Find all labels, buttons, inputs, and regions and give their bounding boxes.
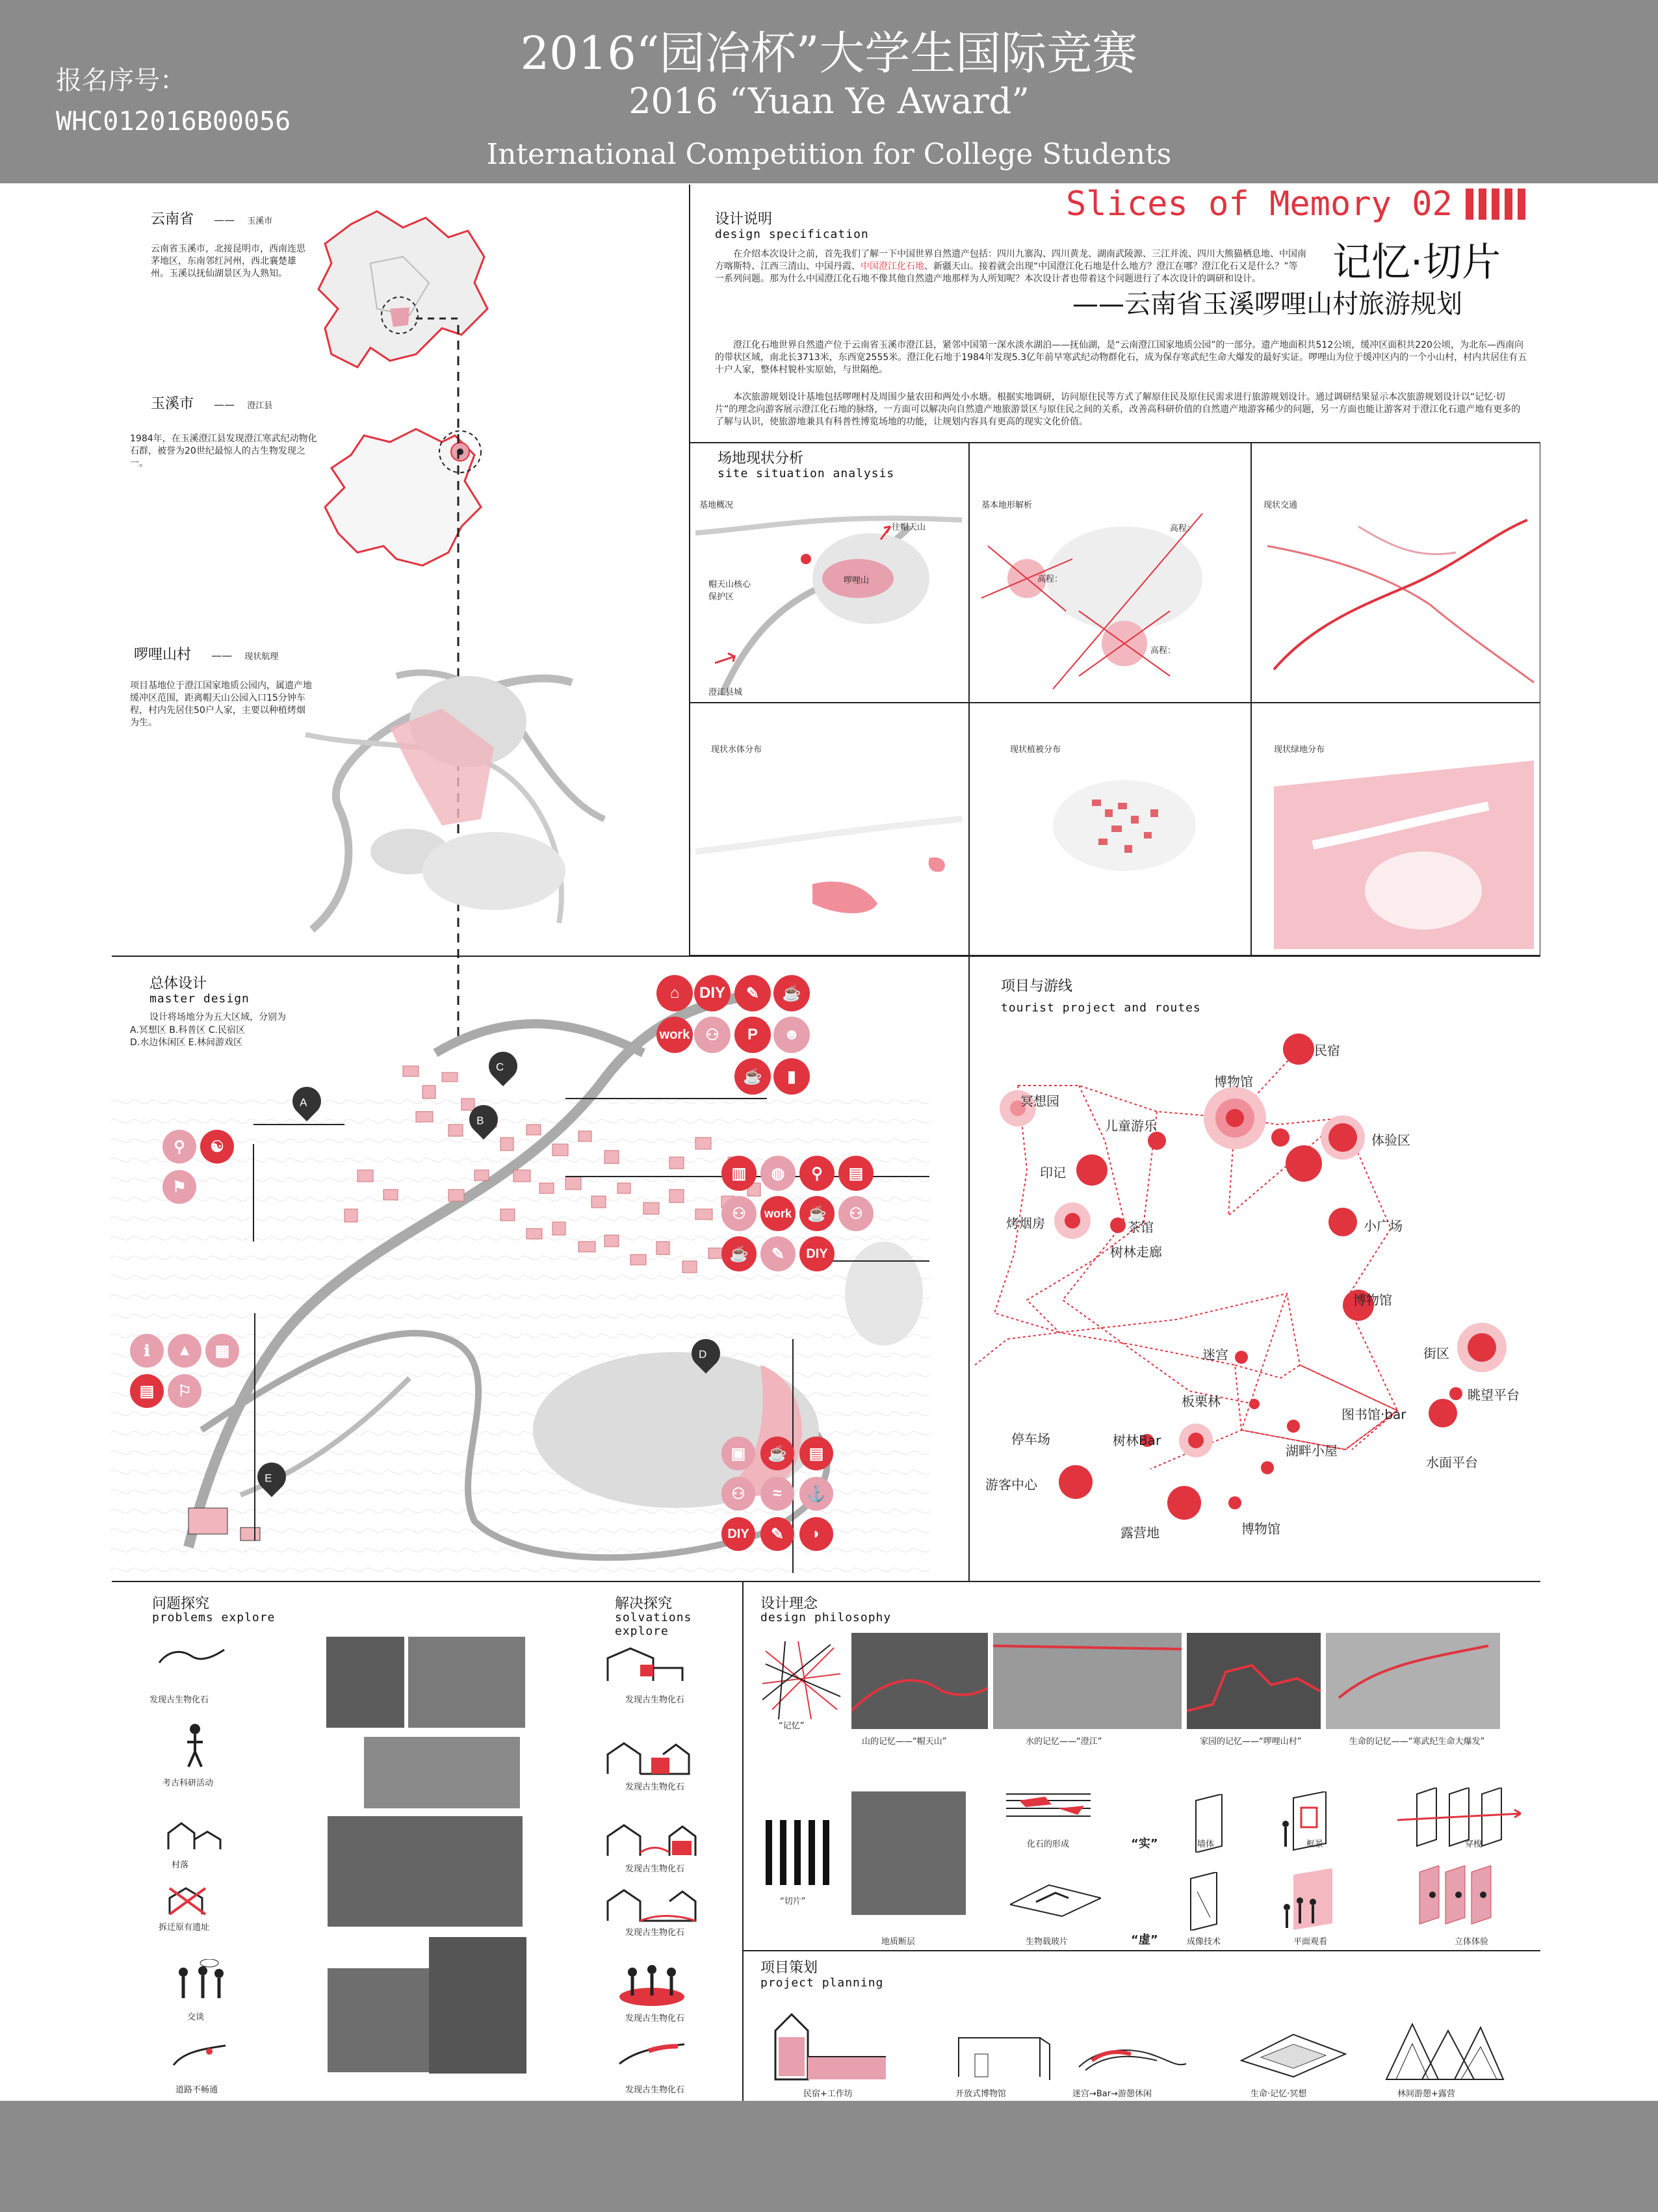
mountain-icon: ▲ <box>168 1334 201 1368</box>
life-memory-sketch <box>1235 2022 1352 2080</box>
info-icon: ℹ <box>130 1334 164 1368</box>
node-label-museum-3: 博物馆 <box>1241 1521 1280 1537</box>
coffee-icon-2: ☕ <box>721 1236 757 1271</box>
forest-camping-sketch <box>1383 2018 1507 2083</box>
phil-caption-stereo: 立体体验 <box>1455 1937 1489 1947</box>
village-memory-photo <box>1187 1633 1321 1729</box>
drink-icon: ▮ <box>773 1058 810 1095</box>
solution-caption-1: 发现古生物化石 <box>625 1695 685 1705</box>
void-label: “虚” <box>1131 1933 1158 1947</box>
yunnan-heading: 云南省 —— 玉溪市 <box>151 211 273 228</box>
design-spec-paragraph-2: 澄江化石地世界自然遗产位于云南省玉溪市澄江县，紧邻中国第一深水淡水湖泊——抚仙湖，是“云南澄江国家地质公园”的一部分。遗产地面积共512公顷，缓冲区面积共220公顷，为北东—西南向的带状区域，南北长3713米，东西宽2555米。澄江化石地于1984年发现5.3亿年前早寒武纪动物群化石，成为保存寒武纪生命大爆发的最好实证。啰哩山为位于缓冲区内的一个小山村，村内共居住有五十户人家，整体村貌朴实原始，与世隔绝。 <box>715 340 1527 375</box>
zone-marker-a[interactable]: A <box>287 1081 327 1121</box>
tools-icon: ✎ <box>734 975 771 1011</box>
routes-title: 项目与游线 <box>1001 978 1073 995</box>
node-label-lookout: 眺望平台 <box>1468 1387 1520 1403</box>
site-title: 场地现状分析 <box>718 450 804 467</box>
stereo-sketch <box>1406 1866 1510 1931</box>
bed-icon: ⌂ <box>656 975 693 1011</box>
art-icon: ✎ <box>760 1236 796 1271</box>
swim-icon: ≈ <box>760 1477 794 1511</box>
yuxi-subtitle: 澄江县 <box>247 401 273 411</box>
solutions-title: 解决探究 <box>615 1596 673 1612</box>
solution-sketch-5 <box>616 1958 688 2010</box>
solution-sketch-4 <box>604 1885 702 1924</box>
node-label-playground: 儿童游乐 <box>1105 1118 1157 1134</box>
phil-caption-slide: 生物载玻片 <box>1026 1937 1069 1947</box>
maze-bar-sketch <box>1072 2028 1189 2080</box>
problems-title-en: problems explore <box>152 1611 276 1624</box>
planning-caption-1: 民宿+工作坊 <box>803 2089 853 2099</box>
house-photo-2 <box>429 1937 526 2074</box>
sandals-icon: ◗ <box>799 1517 833 1551</box>
planning-title: 项目策划 <box>760 1960 818 1976</box>
memory-diagram <box>759 1638 844 1723</box>
solution-sketch-2 <box>604 1738 695 1777</box>
road-sketch <box>170 2042 229 2068</box>
zone-marker-e[interactable]: E <box>252 1457 292 1497</box>
luoli-title: 啰哩山村 <box>134 647 192 663</box>
hiking-icon: ⚐ <box>168 1374 201 1408</box>
teapot-icon: ☕ <box>773 975 810 1011</box>
yuxi-title: 玉溪市 <box>151 396 194 412</box>
competition-title-en: 2016 “Yuan Ye Award” <box>628 81 1030 122</box>
book-icon-2: ▤ <box>799 1437 833 1470</box>
cn-main-title: 记忆·切片 <box>1332 240 1501 285</box>
node-homestay[interactable] <box>1283 1034 1314 1065</box>
diy-icon-2: DIY <box>799 1236 835 1271</box>
fishing-icon: ⚓ <box>799 1477 833 1511</box>
terrain-map <box>975 507 1245 696</box>
conversation-sketch <box>170 1959 229 2005</box>
family-icon: ⚇ <box>721 1196 757 1231</box>
luoli-subtitle: 现状航理 <box>244 652 279 662</box>
problem-caption-6: 道路不畅通 <box>175 2085 218 2095</box>
problems-title: 问题探究 <box>152 1596 210 1612</box>
geology-photo <box>851 1791 966 1915</box>
fossil-photo-2 <box>408 1637 525 1728</box>
master-zones: A.冥想区 B.科普区 C.民宿区 D.水边休闲区 E.林间游戏区 <box>130 1025 245 1048</box>
people-icon-2: ⚇ <box>838 1196 874 1231</box>
solution-caption-6: 发现古生物化石 <box>625 2085 685 2095</box>
node-label-museum-2: 博物馆 <box>1353 1292 1392 1308</box>
phil-caption-wall: 墙体 <box>1197 1840 1215 1849</box>
elevation-label-1: 高程： <box>1170 524 1196 534</box>
phil-caption-life: 生命的记忆——“寒武纪生命大爆发” <box>1349 1737 1485 1747</box>
vr-icon: ◍ <box>760 1156 796 1191</box>
node-label-parking: 停车场 <box>1011 1431 1050 1447</box>
zone-marker-d[interactable]: D <box>686 1333 726 1373</box>
museum-icon: ▥ <box>721 1156 757 1191</box>
philosophy-title: 设计理念 <box>760 1596 818 1612</box>
problem-caption-2: 考古科研活动 <box>162 1778 214 1788</box>
node-label-teahouse: 茶馆 <box>1128 1219 1154 1235</box>
planning-caption-5: 林间游憩+露营 <box>1397 2089 1455 2099</box>
solution-caption-4: 发现古生物化石 <box>625 1928 685 1938</box>
yunnan-subtitle: 玉溪市 <box>247 216 273 226</box>
panel-label-5: 现状植被分布 <box>1010 745 1061 755</box>
meditate-icon: ☯ <box>200 1130 234 1164</box>
planning-caption-2: 开放式博物馆 <box>955 2089 1007 2099</box>
design-spec-highlight: 中国澄江化石地 <box>861 261 924 272</box>
phil-caption-plane: 平面观看 <box>1293 1937 1328 1947</box>
magnifier-icon: ⚲ <box>799 1156 835 1191</box>
solution-caption-5: 发现古生物化石 <box>625 2014 685 2023</box>
footer-bar <box>0 2101 1658 2212</box>
homestay-workshop-sketch <box>772 2011 889 2083</box>
greenland-map <box>1274 761 1534 949</box>
tools-icon-2: ✎ <box>760 1517 794 1551</box>
divider-horizontal-bottom <box>112 1581 1540 1582</box>
person-sketch <box>182 1723 208 1768</box>
slices-title: Slices of Memory 02 <box>1066 185 1453 224</box>
node-label-experience: 体验区 <box>1371 1132 1410 1148</box>
village-photo <box>328 1816 523 1927</box>
node-label-camping: 露营地 <box>1120 1525 1159 1541</box>
lake-photo <box>993 1633 1182 1729</box>
phil-caption-home: 家园的记忆——“啰哩山村” <box>1200 1737 1302 1747</box>
panel-label-6: 现状绿地分布 <box>1274 745 1325 755</box>
design-spec-title-en: design specification <box>715 228 869 241</box>
village-sketch <box>165 1820 224 1853</box>
node-label-imprint: 印记 <box>1040 1165 1066 1180</box>
walk-icon: ⚲ <box>162 1130 196 1164</box>
solution-sketch-3 <box>604 1820 702 1859</box>
phil-caption-imaging: 成像技术 <box>1187 1937 1221 1947</box>
registration-number: WHC012016B00056 <box>56 107 291 137</box>
label-core-zone: 帽天山核心保护区 <box>708 580 751 602</box>
luoli-village-map <box>299 650 617 949</box>
book-icon: ▤ <box>838 1156 874 1191</box>
work-icon-2: work <box>760 1196 796 1231</box>
planning-caption-3: 迷宫→Bar→游憩休闲 <box>1072 2089 1152 2099</box>
traffic-map <box>1261 507 1537 696</box>
shuttle-sketch <box>1397 1788 1521 1853</box>
demolition-sketch <box>166 1885 212 1918</box>
node-label-forest-bar: 树林Bar <box>1113 1433 1161 1448</box>
node-label-chestnut: 板栗林 <box>1182 1394 1221 1409</box>
divider-vertical-bottom <box>742 1582 744 2101</box>
solid-label: “实” <box>1131 1837 1158 1851</box>
diy-icon: DIY <box>694 975 731 1011</box>
site-title-en: site situation analysis <box>718 467 895 480</box>
solutions-title-en: solvations explore <box>615 1611 692 1638</box>
node-label-maze: 迷宫 <box>1202 1347 1228 1362</box>
exercise-icon: ⚑ <box>162 1170 196 1204</box>
divider-planning <box>742 1950 1540 1951</box>
node-label-museum-1: 博物馆 <box>1214 1074 1253 1089</box>
work-icon: work <box>656 1017 693 1053</box>
diy-icon-3: DIY <box>721 1517 755 1551</box>
cn-sub-title: ——云南省玉溪啰哩山村旅游规划 <box>1072 289 1462 319</box>
panel-label-4: 现状水体分布 <box>711 745 762 755</box>
node-label-block: 街区 <box>1423 1346 1449 1361</box>
panel-label-2: 基本地形解析 <box>981 501 1033 510</box>
open-museum-sketch <box>955 2028 1053 2080</box>
problem-caption-5: 交谈 <box>187 2012 205 2022</box>
coffee-icon: ☕ <box>734 1058 771 1095</box>
elevation-label-3: 高程： <box>1150 646 1176 656</box>
planning-caption-4: 生命·记忆·冥想 <box>1250 2089 1307 2099</box>
node-label-plaza: 小广场 <box>1364 1218 1403 1234</box>
building-icon: ▦ <box>205 1334 239 1368</box>
vegetation-map <box>975 754 1245 949</box>
node-label-tobacco: 烤烟房 <box>1006 1216 1045 1231</box>
memory-label: “记忆” <box>779 1721 805 1731</box>
label-to-maotian: 往帽天山 <box>892 523 926 532</box>
couple-icon: ⚇ <box>721 1477 755 1511</box>
routes-title-en: tourist project and routes <box>1001 1001 1201 1015</box>
philosophy-title-en: design philosophy <box>760 1611 892 1624</box>
slice-diagram <box>766 1820 831 1885</box>
map-icon: ▤ <box>130 1374 164 1408</box>
archaeology-photo <box>364 1737 520 1808</box>
label-chengjiang: 澄江县城 <box>708 688 743 697</box>
divider-vertical-middle <box>968 956 970 1581</box>
node-label-library: 图书馆·bar <box>1341 1407 1406 1422</box>
parking-icon: P <box>734 1017 771 1053</box>
phil-caption-water: 水的记忆——“澄江” <box>1026 1737 1102 1747</box>
fossil-sketch <box>156 1643 227 1669</box>
slice-label: “切片” <box>780 1897 806 1906</box>
luoli-heading: 啰哩山村 —— 现状航理 <box>134 647 279 663</box>
solution-sketch-6 <box>616 2041 688 2067</box>
elevation-label-2: 高程： <box>1037 575 1063 584</box>
design-spec-paragraph-1: 在介绍本次设计之前，首先我们了解一下中国世界自然遗产包括：四川九寨沟、四川黄龙、湖南武陵源、三江并流、四川大熊猫栖息地、中国南方喀斯特、江西三清山、中国丹霞、中国澄江化石地、新疆天山。接着就会出现“中国澄江化石地是什么地方？澄江在哪？澄江化石又是什么？”等一系列问题。那为什么中国澄江化石地不像其他自然遗产地那样为人所知呢？本次设计者也带着这个问题进行了本次设计的调研和设计。 <box>715 249 1306 284</box>
competition-subtitle: International Competition for College Students <box>486 138 1172 171</box>
label-luoli: 啰哩山 <box>844 576 870 586</box>
fossil-memory-photo <box>1326 1633 1500 1729</box>
garden-icon: ▣ <box>721 1437 755 1470</box>
node-label-water-platform: 水面平台 <box>1426 1455 1478 1470</box>
node-label-forest-corridor: 树林走廊 <box>1110 1244 1162 1260</box>
competition-title-cn: 2016“园冶杯”大学生国际竞赛 <box>520 27 1138 80</box>
design-spec-title: 设计说明 <box>715 211 773 228</box>
fossil-formation-sketch <box>1006 1788 1091 1820</box>
yuxi-heading: 玉溪市 —— 澄江县 <box>151 396 273 412</box>
solution-caption-3: 发现古生物化石 <box>625 1864 685 1874</box>
zone-marker-b[interactable]: B <box>463 1099 504 1139</box>
yuxi-map <box>318 416 500 579</box>
yunnan-title: 云南省 <box>151 211 194 228</box>
phil-caption-mountain: 山的记忆——“帽天山” <box>862 1737 947 1747</box>
planning-title-en: project planning <box>760 1976 884 1990</box>
fossil-photo-1 <box>326 1637 404 1728</box>
zone-marker-c[interactable]: C <box>483 1046 523 1086</box>
panel-label-1: 基地概况 <box>699 501 734 510</box>
phil-caption-formation: 化石的形成 <box>1027 1840 1070 1849</box>
problem-caption-3: 村落 <box>172 1860 189 1870</box>
yuxi-highlight <box>390 307 409 327</box>
teapot-icon-2: ☕ <box>799 1196 835 1231</box>
mountain-photo <box>851 1633 988 1729</box>
node-label-homestay: 民宿 <box>1314 1043 1340 1058</box>
panel-label-3: 现状交通 <box>1263 501 1298 510</box>
yunnan-map <box>312 205 500 380</box>
master-title: 总体设计 <box>149 976 207 992</box>
problem-caption-1: 发现古生物化石 <box>149 1695 209 1705</box>
master-text: 设计将场地分为五大区域，分别为 <box>149 1012 286 1022</box>
solution-sketch-1 <box>604 1642 695 1687</box>
coffee-icon-3: ☕ <box>760 1437 794 1470</box>
phil-caption-shuttle: 穿梭 <box>1465 1840 1483 1849</box>
master-title-en: master design <box>149 992 250 1006</box>
luoli-text: 项目基地位于澄江国家地质公园内，属遗产地缓冲区范围，距离帽天山公园入口15分钟车程，村内先居住50户人家，主要以种植烤烟为生。 <box>130 681 312 728</box>
people-icon: ⚇ <box>694 1017 731 1053</box>
node-label-meditation: 冥想园 <box>1020 1093 1059 1109</box>
relax-icon: ☻ <box>773 1017 810 1053</box>
registration-label: 报名序号： <box>56 66 186 96</box>
problem-caption-4: 拆迁原有遗址 <box>159 1923 210 1932</box>
slide-sketch <box>1010 1879 1101 1918</box>
phil-caption-fault: 地质断层 <box>881 1937 916 1947</box>
yunnan-text: 云南省玉溪市，北接昆明市，西南连思茅地区，东南邻红河州，西北襄楚雄州。玉溪以抚仙湖景区为人熟知。 <box>151 244 305 279</box>
divider-horizontal-middle <box>112 956 1540 957</box>
node-label-lakeside: 湖畔小屋 <box>1286 1443 1338 1459</box>
imaging-sketch <box>1184 1872 1223 1931</box>
phil-caption-frame: 框景 <box>1306 1840 1324 1849</box>
solution-caption-2: 发现古生物化石 <box>625 1782 685 1792</box>
plane-view-sketch <box>1274 1868 1345 1933</box>
design-spec-paragraph-3: 本次旅游规划设计基地包括啰哩村及周围少量农田和两处小水塘。根据实地调研，访问原住民等方式了解原住民及原住民需求进行旅游规划设计。通过调研结果显示本次旅游规划设计以“记忆·切片”的理念向游客展示澄江化石地的脉络，一方面可以解决向自然遗产地旅游景区与原住民之间的关系，改善高科研价值的自然遗产地游客稀少的问题，另一方面也能让游客对于澄江化石遗产地有更多的了解与认识，使旅游地兼具有科普性博览场地的功能，让规划内容具有更高的现实文化价值。 <box>715 392 1521 427</box>
yuxi-text: 1984年，在玉溪澄江县发现澄江寒武纪动物化石群，被誉为20世纪最惊人的古生物发现之一。 <box>130 434 317 469</box>
water-map <box>695 754 962 949</box>
node-label-visitor-center: 游客中心 <box>985 1477 1037 1492</box>
title-stripes <box>1466 189 1537 222</box>
